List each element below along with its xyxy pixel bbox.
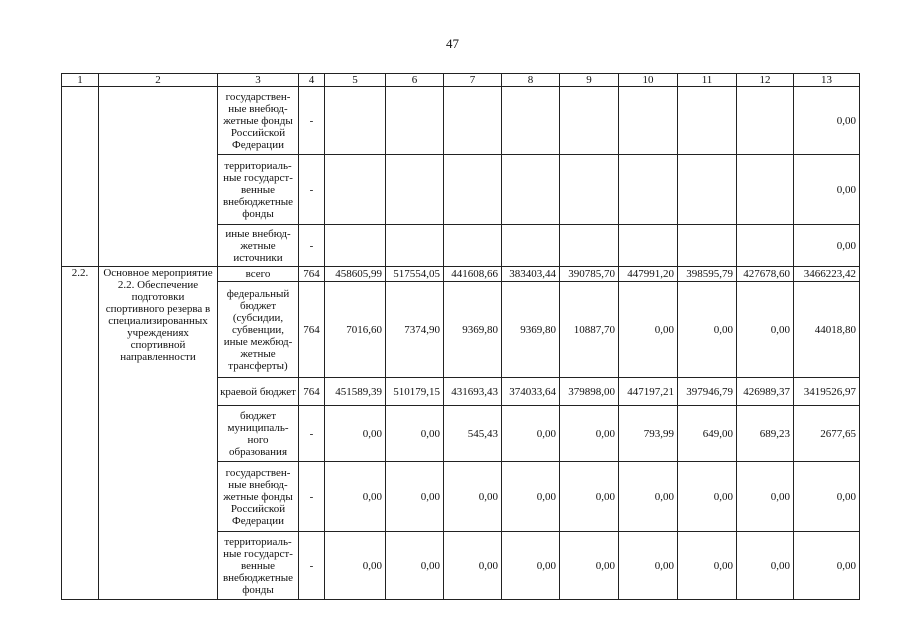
value-cell: 9369,80 [444,282,502,378]
column-header: 4 [299,74,325,87]
value-cell: 517554,05 [386,267,444,282]
value-cell [325,87,386,155]
code-cell: 764 [299,378,325,406]
value-cell: 397946,79 [678,378,737,406]
value-cell [619,155,678,225]
value-cell [325,225,386,267]
item-number-cell: 2.2. [62,267,99,600]
column-header: 9 [560,74,619,87]
value-cell: 426989,37 [737,378,794,406]
value-cell: 0,00 [325,532,386,600]
value-cell: 431693,43 [444,378,502,406]
value-cell: 0,00 [502,462,560,532]
funding-source-cell: территориаль-ные государст-венные внебюджетные фонды [218,155,299,225]
value-cell: 0,00 [678,532,737,600]
value-cell: 7016,60 [325,282,386,378]
value-cell: 0,00 [325,406,386,462]
code-cell: 764 [299,267,325,282]
funding-source-cell: всего [218,267,299,282]
value-cell: 0,00 [502,532,560,600]
value-cell: 0,00 [737,532,794,600]
value-cell: 0,00 [386,532,444,600]
column-header: 3 [218,74,299,87]
code-cell: - [299,155,325,225]
column-header: 7 [444,74,502,87]
code-cell: - [299,462,325,532]
value-cell: 7374,90 [386,282,444,378]
empty-name-cell [99,87,218,267]
value-cell [386,225,444,267]
value-cell: 0,00 [678,462,737,532]
column-header: 12 [737,74,794,87]
value-cell: 0,00 [619,462,678,532]
table-row [62,87,860,155]
value-cell: 649,00 [678,406,737,462]
value-cell [560,225,619,267]
total-cell: 3466223,42 [794,267,860,282]
column-header: 13 [794,74,860,87]
value-cell: 793,99 [619,406,678,462]
column-header: 8 [502,74,560,87]
total-cell: 3419526,97 [794,378,860,406]
value-cell [502,225,560,267]
value-cell: 9369,80 [502,282,560,378]
value-cell [386,87,444,155]
column-header: 11 [678,74,737,87]
value-cell: 0,00 [444,532,502,600]
funding-source-cell: государствен-ные внебюд-жетные фонды Российской Федерации [218,87,299,155]
value-cell: 379898,00 [560,378,619,406]
code-cell: - [299,532,325,600]
value-cell: 0,00 [737,282,794,378]
total-cell: 44018,80 [794,282,860,378]
header-row [62,74,860,87]
value-cell: 689,23 [737,406,794,462]
value-cell: 0,00 [737,462,794,532]
value-cell [502,155,560,225]
table-row [62,267,860,282]
value-cell [737,87,794,155]
value-cell: 0,00 [325,462,386,532]
page-number: 47 [446,36,459,51]
funding-source-cell: территориаль-ные государст-венные внебюджетные фонды [218,532,299,600]
total-cell: 0,00 [794,87,860,155]
value-cell [737,155,794,225]
value-cell [678,155,737,225]
value-cell: 447197,21 [619,378,678,406]
column-header: 2 [99,74,218,87]
value-cell: 0,00 [619,282,678,378]
value-cell: 390785,70 [560,267,619,282]
code-cell: - [299,225,325,267]
code-cell: - [299,87,325,155]
funding-source-cell: бюджет муниципаль-ного образования [218,406,299,462]
value-cell: 0,00 [502,406,560,462]
total-cell: 0,00 [794,532,860,600]
total-cell: 2677,65 [794,406,860,462]
value-cell: 374033,64 [502,378,560,406]
value-cell: 451589,39 [325,378,386,406]
funding-source-cell: государствен-ные внебюд-жетные фонды Российской Федерации [218,462,299,532]
value-cell: 510179,15 [386,378,444,406]
value-cell [325,155,386,225]
total-cell: 0,00 [794,225,860,267]
total-cell: 0,00 [794,155,860,225]
value-cell [678,87,737,155]
value-cell: 0,00 [560,462,619,532]
code-cell: - [299,406,325,462]
value-cell [560,87,619,155]
value-cell: 545,43 [444,406,502,462]
value-cell: 458605,99 [325,267,386,282]
value-cell [560,155,619,225]
value-cell [386,155,444,225]
funding-source-cell: иные внебюд-жетные источники [218,225,299,267]
value-cell [678,225,737,267]
column-header: 6 [386,74,444,87]
value-cell: 427678,60 [737,267,794,282]
column-header: 10 [619,74,678,87]
value-cell [619,87,678,155]
value-cell: 0,00 [386,462,444,532]
item-name-cell: Основное мероприятие 2.2. Обеспечение подготовки спортивного резерва в специализированных учреждениях спортивной направленности [99,267,218,600]
code-cell: 764 [299,282,325,378]
value-cell: 441608,66 [444,267,502,282]
column-header: 5 [325,74,386,87]
funding-source-cell: федеральный бюджет (субсидии, субвенции, иные межбюд-жетные трансферты) [218,282,299,378]
funding-source-cell: краевой бюджет [218,378,299,406]
value-cell [619,225,678,267]
value-cell: 0,00 [444,462,502,532]
value-cell [444,225,502,267]
value-cell: 398595,79 [678,267,737,282]
value-cell: 0,00 [678,282,737,378]
budget-table [61,73,860,600]
value-cell: 383403,44 [502,267,560,282]
value-cell [502,87,560,155]
value-cell: 0,00 [619,532,678,600]
value-cell: 10887,70 [560,282,619,378]
value-cell: 0,00 [560,532,619,600]
total-cell: 0,00 [794,462,860,532]
value-cell [444,155,502,225]
value-cell [444,87,502,155]
value-cell: 447991,20 [619,267,678,282]
column-header: 1 [62,74,99,87]
value-cell [737,225,794,267]
value-cell: 0,00 [386,406,444,462]
empty-number-cell [62,87,99,267]
value-cell: 0,00 [560,406,619,462]
